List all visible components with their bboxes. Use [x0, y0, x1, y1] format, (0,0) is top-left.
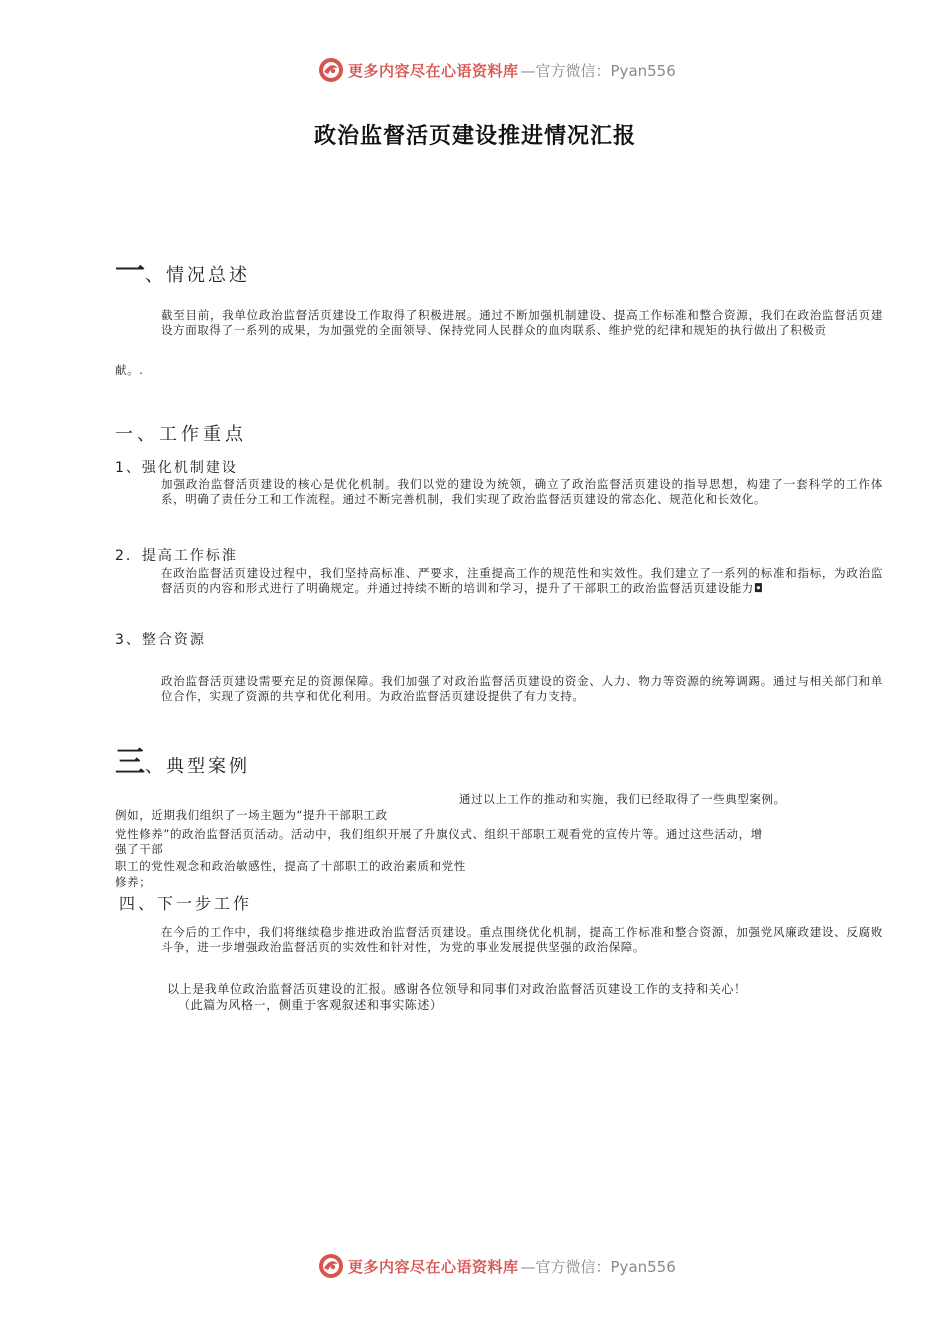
section-heading-text: 、典型案例 — [145, 756, 250, 777]
banner-red-text: 更多内容尽在心语资料库 — [348, 1257, 519, 1276]
section-heading-mark: 一 — [115, 254, 145, 289]
brand-logo-icon — [318, 1253, 344, 1279]
banner-red-text: 更多内容尽在心语资料库 — [348, 61, 519, 80]
section-heading-1 — [115, 246, 250, 290]
cases-line-3: 党性修养”的政治监督活页活动。活动中，我们组织开展了升旗仪式、组织干部职工观看党的宣传片等。通过这些活动，增 — [115, 827, 763, 841]
cases-line-2: 例如，近期我们组织了一场主题为“提升干部职工政 — [115, 808, 388, 822]
style-note: （此篇为风格一，侧重于客观叙述和事实陈述） — [178, 998, 443, 1012]
subheading-standards: 2．提高工作标淮 — [115, 548, 238, 564]
mechanism-paragraph: 加强政治监督活页建设的核心是优化机制。我们以党的建设为统领，确立了政治监督活页建设的指导思想，构建了一套科学的工作体系，明确了责任分工和工作流程。通过不断完善机制，我们实现了政治监督活页建设的常态化、规范化和长效化。 — [161, 477, 883, 506]
banner-gray-text: —官方微信：Pyan556 — [520, 61, 676, 80]
next-steps-paragraph: 在今后的工作中，我们将继续稳步推进政治监督活页建设。重点围绕优化机制，提高工作标准和整合资源，加强党风廉政建设、反腐败斗争，进一步增强政治监督活页的实效性和针对性，为党的事业发展提供坚强的政治保障。 — [161, 925, 883, 954]
subheading-resources: 3、整合资源 — [115, 632, 206, 648]
standards-paragraph: 在政治监督活页建设过程中，我们坚持高标准、严要求，注重提高工作的规范性和实效性。我们建立了一系列的标准和指标，为政治监督活页的内容和形式进行了明确规定。并通过持续不断的培训和学习，提升了干部职工的政治监督活页建设能力◘ — [161, 566, 883, 595]
section-heading-2: 一、工作重点 — [115, 424, 247, 445]
banner-gray-text: —官方微信：Pyan556 — [520, 1257, 676, 1276]
section-heading-3 — [115, 737, 250, 781]
section-heading-mark: 三 — [115, 745, 145, 780]
document-title: 政治监督活页建设推进情况汇报 — [313, 123, 636, 149]
footer-banner — [318, 1252, 676, 1280]
cases-line-6: 修养； — [115, 875, 152, 889]
section-heading-4: 四、下一步工作 — [119, 894, 253, 913]
brand-logo-icon — [318, 57, 344, 83]
summary-paragraph: 截至目前，我单位政治监督活页建设工作取得了积极进展。通过不断加强机制建设、提高工作标准和整合资源，我们在政治监督活页建设方面取得了一系列的成果，为加强党的全面领导、保持党同人民群众的血肉联系、维护党的纪律和规矩的执行做出了积极贡 — [161, 308, 883, 337]
summary-paragraph-tail: 献。. — [115, 363, 144, 377]
cases-line-5: 职工的党性观念和政治敏感性，提高了十部职工的政治素质和党性 — [115, 859, 466, 873]
cases-line-1: 通过以上工作的推动和实施，我们已经取得了一些典型案例。 — [459, 792, 786, 806]
subheading-mechanism: 1、强化机制建设 — [115, 460, 238, 476]
header-banner — [318, 56, 676, 84]
section-heading-text: 、情况总述 — [145, 265, 250, 286]
resources-paragraph: 政治监督活页建设需要充足的资源保障。我们加强了对政治监督活页建设的资金、人力、物力等资源的统筹调踢。通过与相关部门和单位合作，实现了资源的共亨和优化利用。为政治监督活页建设提供了有力支持。 — [161, 674, 883, 703]
cases-line-4: 强了干部 — [115, 842, 164, 856]
closing-line: 以上是我单位政治监督活页建设的汇报。感谢各位领导和同事们对政治监督活页建设工作的支持和关心！ — [167, 982, 747, 996]
